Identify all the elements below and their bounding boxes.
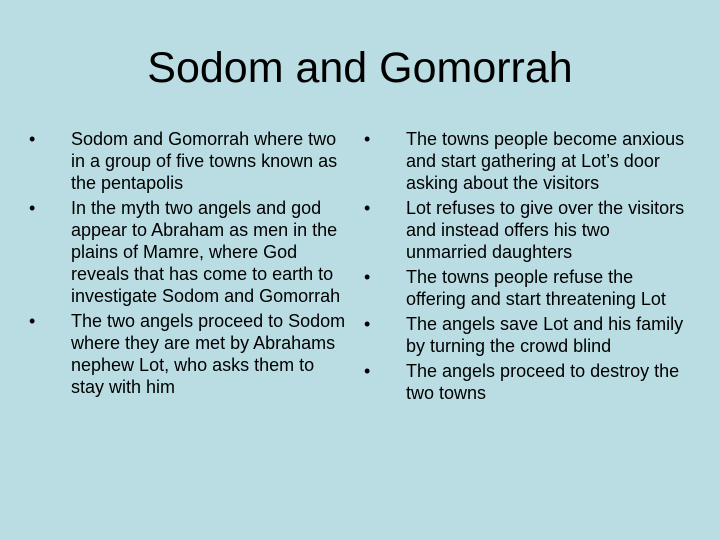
bullet-text: Sodom and Gomorrah where two in a group of five towns known as the pentapolis bbox=[71, 129, 338, 193]
right-bullet-list bbox=[364, 128, 686, 407]
slide-title: Sodom and Gomorrah bbox=[147, 44, 573, 92]
bullet-text: Lot refuses to give over the visitors and instead offers his two unmarried daughters bbox=[406, 198, 685, 262]
bullet-icon: • bbox=[364, 361, 371, 381]
left-bullet-list bbox=[29, 128, 349, 401]
bullet-text: The two angels proceed to Sodom where they are met by Abrahams nephew Lot, who asks them to stay with him bbox=[71, 311, 346, 397]
bullet-text: The towns people refuse the offering and start threatening Lot bbox=[406, 267, 666, 309]
bullet-item bbox=[364, 313, 686, 357]
bullet-icon: • bbox=[364, 198, 371, 218]
bullet-item bbox=[29, 128, 349, 194]
bullet-icon: • bbox=[29, 129, 36, 149]
bullet-icon: • bbox=[364, 129, 371, 149]
bullet-icon: • bbox=[29, 198, 36, 218]
bullet-item bbox=[29, 310, 349, 398]
bullet-text: The angels save Lot and his family by turning the crowd blind bbox=[406, 314, 684, 356]
bullet-item bbox=[364, 360, 686, 404]
bullet-icon: • bbox=[29, 311, 36, 331]
bullet-icon: • bbox=[364, 314, 371, 334]
bullet-icon: • bbox=[364, 267, 371, 287]
bullet-item bbox=[29, 197, 349, 307]
bullet-item bbox=[364, 266, 686, 310]
bullet-item bbox=[364, 128, 686, 194]
bullet-text: The towns people become anxious and start gathering at Lot’s door asking about the visitors bbox=[406, 129, 685, 193]
bullet-text: The angels proceed to destroy the two towns bbox=[406, 361, 680, 403]
bullet-item bbox=[364, 197, 686, 263]
bullet-text: In the myth two angels and god appear to Abraham as men in the plains of Mamre, where God reveals that has come to earth to investigate Sodom and Gomorrah bbox=[71, 198, 341, 306]
